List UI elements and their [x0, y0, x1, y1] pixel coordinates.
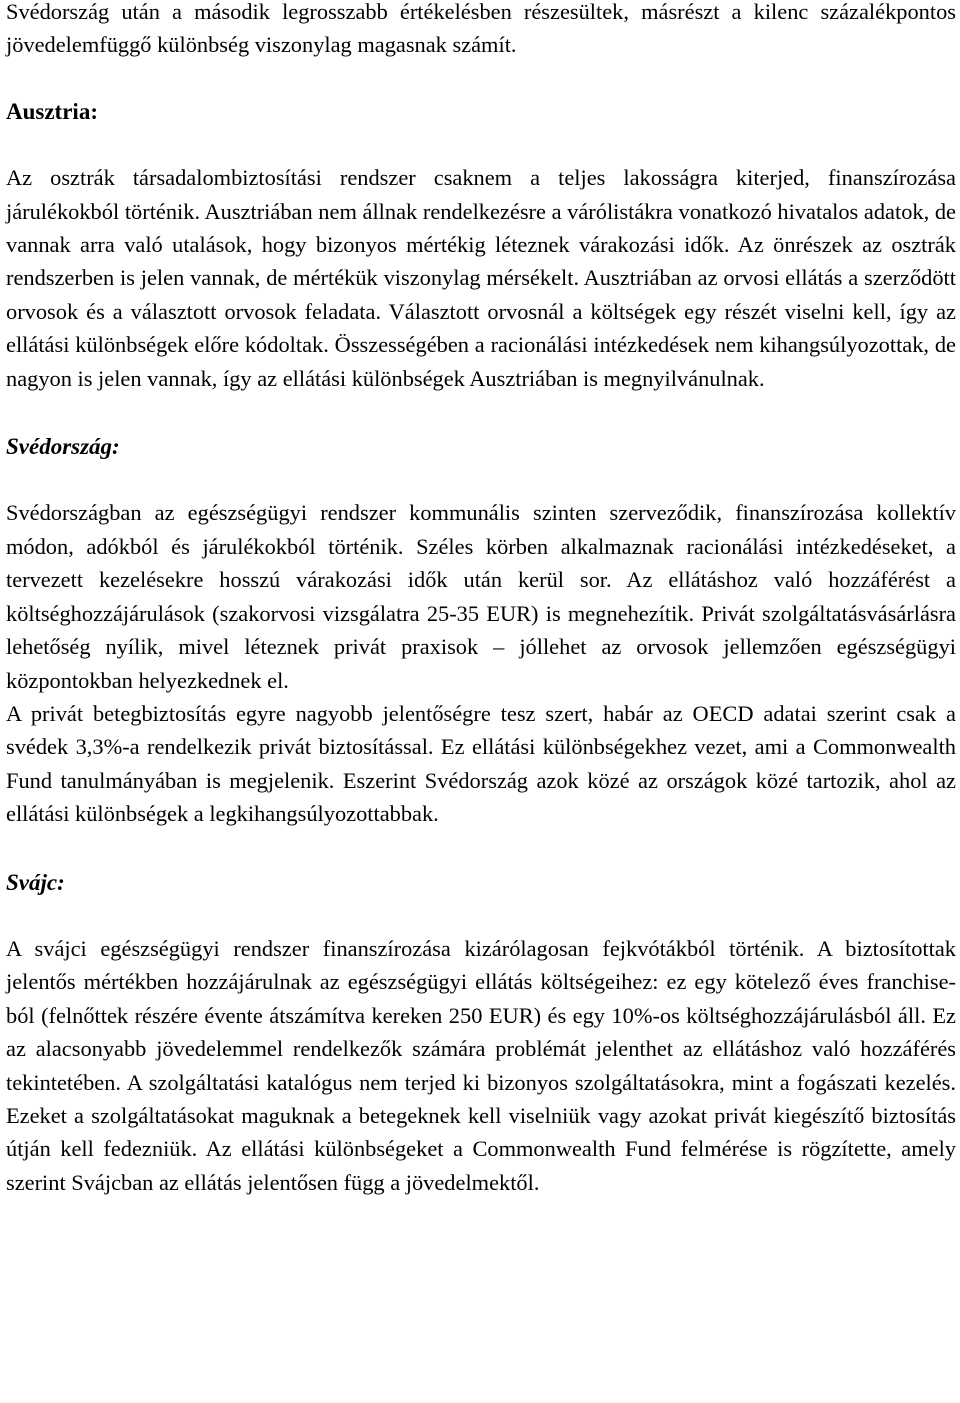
sweden-paragraph-1: Svédországban az egészségügyi rendszer kommunális szinten szerveződik, finanszírozása kollektív módon, adókból és járulékokból történik. Széles körben alkalmaznak racionálási intézkedéseket, a tervezett kezelésekre hosszú várakozási idők után kerül sor. Az ellátáshoz való hozzáférést a költséghozzájárulások (szakorvosi vizsgálatra 25-35 EUR) is megnehezítik. Privát szolgáltatásvásárlásra lehetőség nyílik, mivel léteznek privát praxisok – jóllehet az orvosok jellemzően egészségügyi központokban helyezkednek el. — [6, 500, 956, 693]
intro-paragraph: Svédország után a második legrosszabb értékelésben részesültek, másrészt a kilenc százalékpontos jövedelemfüggő különbség viszonylag magasnak számít. — [6, 0, 956, 58]
sweden-paragraph-2: A privát betegbiztosítás egyre nagyobb jelentőségre tesz szert, habár az OECD adatai szerint csak a svédek 3,3%-a rendelkezik privát biztosítással. Ez ellátási különbségekhez vezet, ami a Commonwealth Fund tanulmányában is megjelenik. Eszerint Svédország azok közé az országok közé tartozik, ahol az ellátási különbségek a legkihangsúlyozottabbak. — [6, 700, 956, 827]
switzerland-paragraph: A svájci egészségügyi rendszer finanszírozása kizárólagosan fejkvótákból történik. A biztosítottak jelentős mértékben hozzájárulnak az egészségügyi ellátás költségeihez: ez egy kötelező éves franchise-ból (felnőttek részére évente átszámítva kereken 250 EUR) és egy 10%-os költséghozzájárulásból áll. Ez az alacsonyabb jövedelemmel rendelkezők számára problémát jelenthet az ellátáshoz való hozzáférés tekintetében. A szolgáltatási katalógus nem terjed ki bizonyos szolgáltatásokra, mint a fogászati kezelés. Ezeket a szolgáltatásokat maguknak a betegeknek kell viselniük vagy azokat privát kiegészítő biztosítás útján kell fedezniük. Az ellátási különbségeket a Commonwealth Fund felmérése is rögzítette, amely szerint Svájcban az ellátás jelentősen függ a jövedelmektől. — [6, 935, 956, 1195]
section-heading-sweden: Svédország: — [6, 434, 120, 460]
section-heading-austria: Ausztria: — [6, 98, 98, 124]
austria-paragraph: Az osztrák társadalombiztosítási rendszer csaknem a teljes lakosságra kiterjed, finanszírozása járulékokból történik. Ausztriában nem állnak rendelkezésre a várólistákra vonatkozó hivatalos adatok, de vannak arra való utalások, hogy bizonyos mértékig léteznek várakozási idők. Az önrészek az osztrák rendszerben is jelen vannak, de mértékük viszonylag mérsékelt. Ausztriában az orvosi ellátás a szerződött orvosok és a választott orvosok feladata. Választott orvosnál a költségek egy részét viselni kell, így az ellátási különbségek előre kódoltak. Összességében a racionálási intézkedések nem kihangsúlyozottak, de nagyon is jelen vannak, így az ellátási különbségek Ausztriában is megnyilvánulnak. — [6, 165, 956, 391]
section-heading-switzerland: Svájc: — [6, 869, 65, 895]
